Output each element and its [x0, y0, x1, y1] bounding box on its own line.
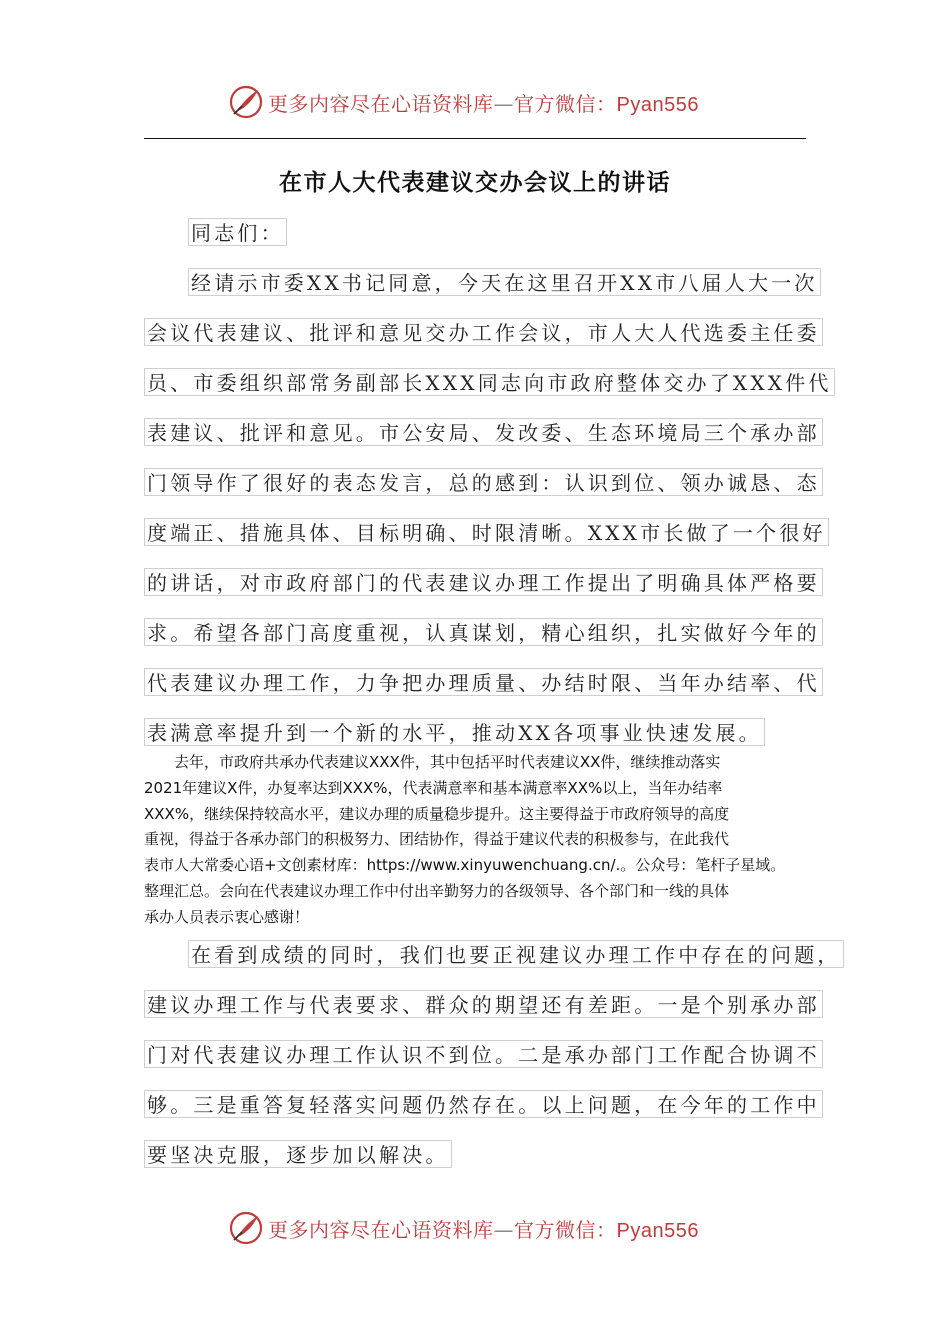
- feather-pen-logo-icon: [228, 84, 264, 120]
- para2-line: 重视，得益于各承办部门的积极努力、团结协作，得益于建议代表的积极参与，在此我代: [144, 830, 730, 849]
- banner-label: 官方微信：: [514, 91, 617, 116]
- banner-text: [268, 88, 699, 117]
- para1-line: 员、市委组织部常务副部长XXX同志向市政府整体交办了XXX件代: [144, 368, 835, 396]
- header-banner: [228, 82, 748, 122]
- banner-wechat-id: Pyan556: [616, 93, 699, 116]
- para3-line: 要坚决克服，逐步加以解决。: [144, 1140, 452, 1168]
- banner-separator: —: [493, 1217, 514, 1242]
- para1-line: 表建议、批评和意见。市公安局、发改委、生态环境局三个承办部: [144, 418, 823, 446]
- banner-text: [268, 1214, 699, 1243]
- para1-line: 经请示市委XX书记同意，今天在这里召开XX市八届人大一次: [188, 268, 821, 296]
- para3-line: 门对代表建议办理工作认识不到位。二是承办部门工作配合协调不: [144, 1040, 823, 1068]
- banner-separator: —: [493, 91, 514, 116]
- header-divider: [144, 138, 806, 139]
- para1-line: 代表建议办理工作，力争把办理质量、办结时限、当年办结率、代: [144, 668, 823, 696]
- para1-line: 门领导作了很好的表态发言，总的感到：认识到位、领办诚恳、态: [144, 468, 823, 496]
- footer-banner: [228, 1208, 748, 1248]
- para3-line: 建议办理工作与代表要求、群众的期望还有差距。一是个别承办部: [144, 990, 823, 1018]
- para2-line: XXX%，继续保持较高水平，建议办理的质量稳步提升。这主要得益于市政府领导的高度: [144, 804, 730, 823]
- document-title: 在市人大代表建议交办会议上的讲话: [279, 170, 671, 196]
- para3-line: 在看到成绩的同时，我们也要正视建议办理工作中存在的问题，: [188, 940, 844, 968]
- feather-pen-logo-icon: [228, 1210, 264, 1246]
- greeting: 同志们：: [188, 218, 287, 246]
- para2-line: 表市人大常委心语+文创素材库：https://www.xinyuwenchuang.cn/.。公众号：笔杆子星域。: [144, 856, 786, 875]
- para1-line: 会议代表建议、批评和意见交办工作会议，市人大人代选委主任委: [144, 318, 823, 346]
- para2-line: 整理汇总。会向在代表建议办理工作中付出辛勤努力的各级领导、各个部门和一线的具体: [144, 881, 730, 900]
- para1-line: 求。希望各部门高度重视，认真谋划，精心组织，扎实做好今年的: [144, 618, 823, 646]
- banner-main: 更多内容尽在心语资料库: [268, 91, 494, 116]
- para1-line: 的讲话，对市政府部门的代表建议办理工作提出了明确具体严格要: [144, 568, 823, 596]
- paragraph-2: [144, 750, 808, 931]
- para3-line: 够。三是重答复轻落实问题仍然存在。以上问题，在今年的工作中: [144, 1090, 823, 1118]
- banner-main: 更多内容尽在心语资料库: [268, 1217, 494, 1242]
- para2-line: 去年，市政府共承办代表建议XXX件，其中包括平时代表建议XX件，继续推动落实: [144, 753, 721, 771]
- para1-line: 表满意率提升到一个新的水平，推动XX各项事业快速发展。: [144, 718, 765, 746]
- banner-label: 官方微信：: [514, 1217, 617, 1242]
- banner-wechat-id: Pyan556: [616, 1219, 699, 1242]
- para1-line: 度端正、措施具体、目标明确、时限清晰。XXX市长做了一个很好: [144, 518, 829, 546]
- para2-line: 承办人员表示衷心感谢！: [144, 907, 310, 926]
- para2-line: 2021年建议X件，办复率达到XXX%，代表满意率和基本满意率XX%以上，当年办结率: [144, 778, 723, 797]
